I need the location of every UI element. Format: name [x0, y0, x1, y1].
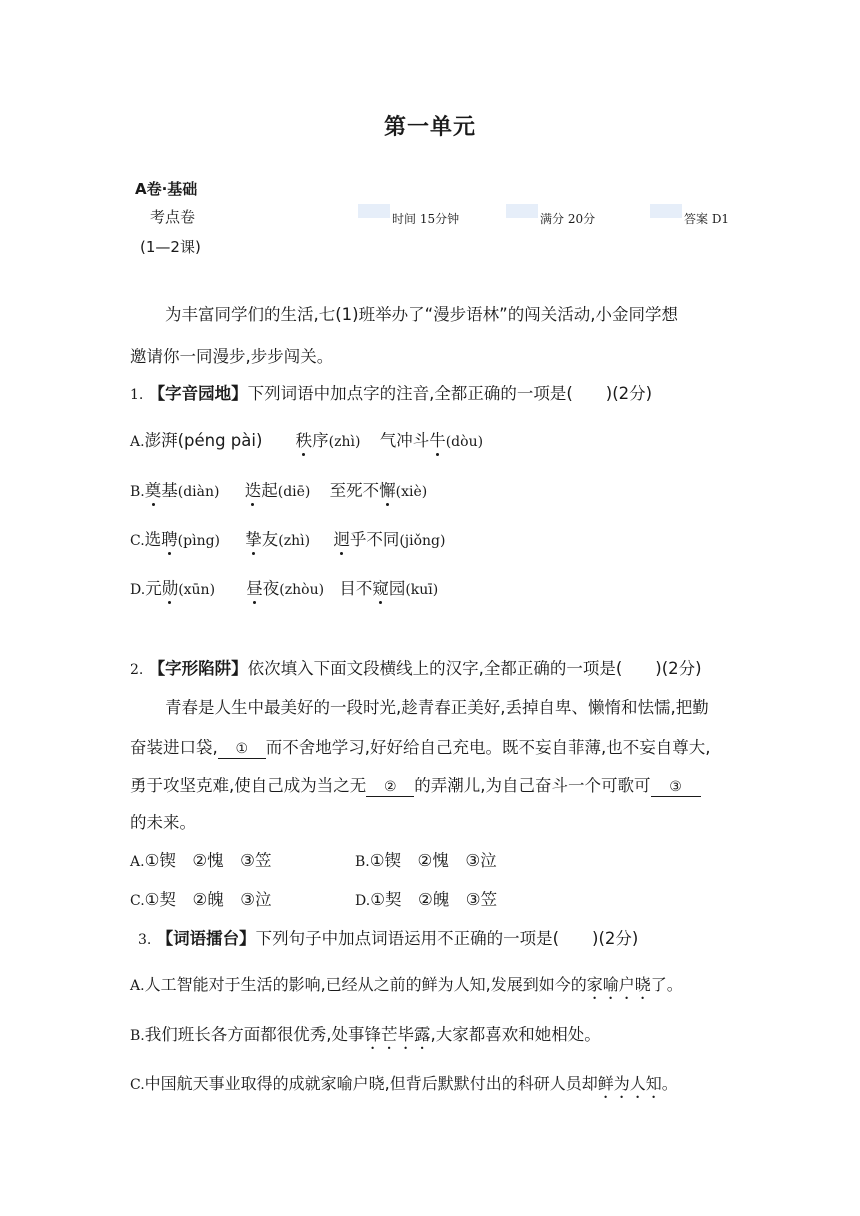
- pinyin: (péng pài): [177, 431, 263, 450]
- question-2: [130, 655, 702, 679]
- question-tag: 【字音园地】: [148, 384, 248, 403]
- word: 气冲斗牛: [380, 431, 446, 450]
- q1-option-a[interactable]: [130, 427, 483, 451]
- question-tag: 【字形陷阱】: [148, 659, 248, 678]
- q3-option-c[interactable]: C.中国航天事业取得的成就家喻户晓,但背后默默付出的科研人员却鲜为人知。: [130, 1074, 678, 1093]
- pinyin: (zhòu): [279, 582, 325, 598]
- question-1: [130, 380, 652, 404]
- word: 元: [145, 579, 162, 598]
- q3-option-a[interactable]: A.人工智能对于生活的影响,已经从之前的鲜为人知,发展到如今的家喻户晓了。: [130, 975, 683, 994]
- page-title: 第一单元: [383, 115, 476, 140]
- q2-passage-line-2: 奋装进口袋, ① 而不舍地学习,好好给自己充电。既不妄自菲薄,也不妄自尊大,: [130, 738, 711, 757]
- q2-passage-line-3: 勇于攻坚克难,使自己成为当之无 ② 的弄潮儿,为自己奋斗一个可歌可 ③: [130, 772, 701, 797]
- q2-option-d[interactable]: D.①契 ②魄 ③笠: [355, 890, 498, 909]
- pinyin: (pìng): [177, 533, 221, 549]
- question-number: 2.: [130, 662, 144, 678]
- word: 至死不懈: [330, 481, 396, 500]
- blank-2[interactable]: ②: [366, 778, 414, 797]
- pinyin: (zhì): [278, 533, 311, 549]
- q2-passage-line-1: 青春是人生中最美好的一段时光,趁青春正美好,丢掉自卑、懒惰和怯懦,把勤: [165, 698, 709, 717]
- word: 目不窥园: [339, 579, 405, 598]
- answer-box: [650, 204, 682, 218]
- intro-line-1: 为丰富同学们的生活,七(1)班举办了“漫步语林”的闯关活动,小金同学想: [165, 305, 678, 324]
- answer-label: 答案 D1: [684, 212, 730, 226]
- word: 挚友: [245, 530, 278, 549]
- q2-option-b[interactable]: B.①锲 ②愧 ③泣: [355, 851, 497, 870]
- option-label: B.: [130, 484, 145, 500]
- option-label: A.: [130, 434, 145, 450]
- question-stem: 下列句子中加点词语运用不正确的一项是( )(2分): [255, 929, 639, 948]
- question-number: 1.: [130, 387, 144, 403]
- word: 迭起: [245, 481, 278, 500]
- dotted-word: 家喻户晓: [586, 975, 651, 994]
- section-label: A卷·基础: [135, 180, 198, 198]
- pinyin: (jiǒng): [399, 533, 446, 549]
- paper-label: 考点卷: [150, 208, 196, 226]
- blank-3[interactable]: ③: [651, 778, 701, 797]
- score-box: [506, 204, 538, 218]
- q1-option-b[interactable]: B.奠基(diàn) 迭起(diē) 至死不懈(xiè): [130, 477, 427, 501]
- option-label: C.: [130, 533, 145, 549]
- pinyin: (xiè): [395, 484, 428, 500]
- time-box: [358, 204, 390, 218]
- word: 选: [144, 530, 162, 549]
- q2-option-a[interactable]: A.①锲 ②愧 ③笠: [130, 851, 272, 870]
- question-3: [138, 925, 638, 949]
- dotted-word: 鲜为人知: [597, 1074, 662, 1093]
- option-label: D.: [130, 582, 146, 598]
- q2-option-c[interactable]: C.①契 ②魄 ③泣: [130, 890, 272, 909]
- word: 奠: [145, 477, 162, 501]
- pinyin: (diàn): [177, 484, 220, 500]
- pinyin: (kuī): [405, 582, 439, 598]
- score-label: 满分 20分: [540, 212, 596, 226]
- word: 昼夜: [246, 579, 279, 598]
- dotted-word: 锋芒毕露: [364, 1025, 431, 1044]
- lessons-label: (1—2课): [140, 238, 201, 256]
- pinyin: (zhì): [328, 434, 361, 450]
- blank-1[interactable]: ①: [218, 740, 266, 759]
- word: 澎湃: [144, 431, 178, 450]
- q1-option-d[interactable]: D.元勋(xūn) 昼夜(zhòu) 目不窥园(kuī): [130, 575, 438, 599]
- question-number: 3.: [138, 932, 152, 948]
- question-stem: 下列词语中加点字的注音,全都正确的一项是( )(2分): [247, 384, 653, 403]
- q1-option-c[interactable]: C.选聘(pìng) 挚友(zhì) 迥乎不同(jiǒng): [130, 526, 445, 550]
- question-tag: 【词语擂台】: [156, 929, 256, 948]
- question-stem: 依次填入下面文段横线上的汉字,全都正确的一项是( )(2分): [247, 659, 702, 678]
- pinyin: (dòu): [445, 434, 484, 450]
- word: 秩序: [296, 431, 329, 450]
- intro-line-2: 邀请你一同漫步,步步闯关。: [130, 347, 334, 366]
- q3-option-b[interactable]: B.我们班长各方面都很优秀,处事锋芒毕露,大家都喜欢和她相处。: [130, 1025, 601, 1044]
- pinyin: (xūn): [178, 582, 216, 598]
- time-label: 时间 15分钟: [392, 212, 460, 226]
- q2-passage-line-4: 的未来。: [130, 813, 196, 832]
- pinyin: (diē): [277, 484, 311, 500]
- word: 迥乎不同: [333, 530, 399, 549]
